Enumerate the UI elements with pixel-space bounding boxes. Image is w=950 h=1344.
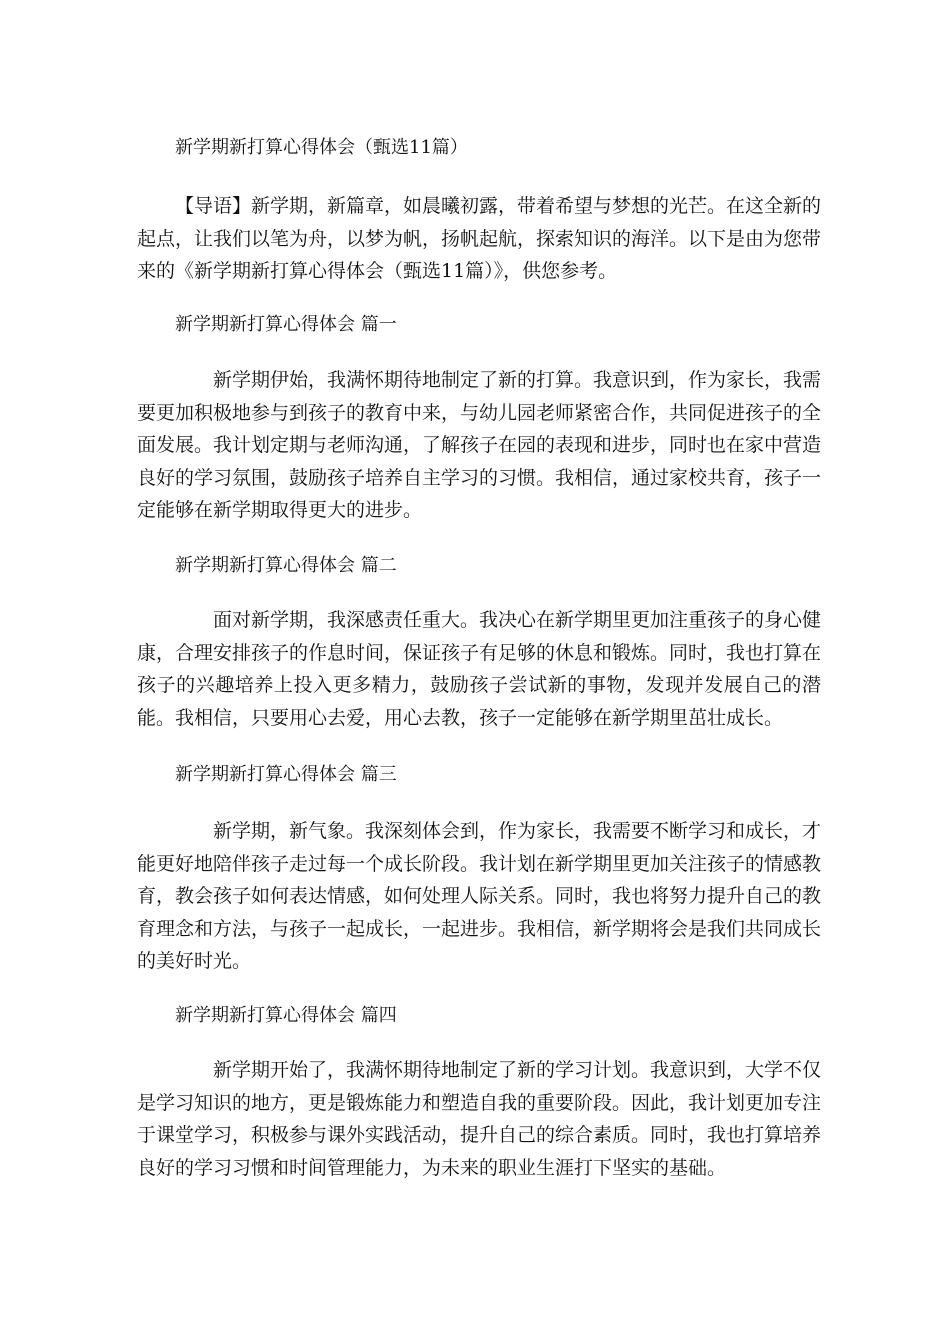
section-body-1: 新学期伊始，我满怀期待地制定了新的打算。我意识到，作为家长，我需要更加积极地参与到孩子的教育中来，与幼儿园老师紧密合作，共同促进孩子的全面发展。我计划定期与老师沟通，了解孩子在园的表现和进步，同时也在家中营造良好的学习氛围，鼓励孩子培养自主学习的习惯。我相信，通过家校共育，孩子一定能够在新学期取得更大的进步。 <box>137 369 822 521</box>
section-heading-4: 新学期新打算心得体会 篇四 <box>175 1005 397 1026</box>
section-body-4: 新学期开始了，我满怀期待地制定了新的学习计划。我意识到，大学不仅是学习知识的地方，更是锻炼能力和塑造自我的重要阶段。因此，我计划更加专注于课堂学习，积极参与课外实践活动，提升自己的综合素质。同时，我也打算培养良好的学习习惯和时间管理能力，为未来的职业生涯打下坚实的基础。 <box>137 1059 822 1179</box>
intro-paragraph: 【导语】新学期，新篇章，如晨曦初露，带着希望与梦想的光芒。在这全新的起点，让我们以笔为舟，以梦为帆，扬帆起航，探索知识的海洋。以下是由为您带来的《新学期新打算心得体会（甄选11篇）》，供您参考。 <box>137 195 822 282</box>
section-heading-2: 新学期新打算心得体会 篇二 <box>175 555 397 576</box>
section-heading-3: 新学期新打算心得体会 篇三 <box>175 764 397 785</box>
section-body-3: 新学期，新气象。我深刻体会到，作为家长，我需要不断学习和成长，才能更好地陪伴孩子走过每一个成长阶段。我计划在新学期里更加关注孩子的情感教育，教会孩子如何表达情感，如何处理人际关系。同时，我也将努力提升自己的教育理念和方法，与孩子一起成长，一起进步。我相信，新学期将会是我们共同成长的美好时光。 <box>137 820 822 972</box>
section-heading-1: 新学期新打算心得体会 篇一 <box>175 314 397 335</box>
section-body-2: 面对新学期，我深感责任重大。我决心在新学期里更加注重孩子的身心健康，合理安排孩子的作息时间，保证孩子有足够的休息和锻炼。同时，我也打算在孩子的兴趣培养上投入更多精力，鼓励孩子尝试新的事物，发现并发展自己的潜能。我相信，只要用心去爱，用心去教，孩子一定能够在新学期里茁壮成长。 <box>137 609 822 729</box>
document-title: 新学期新打算心得体会（甄选11篇） <box>175 137 468 158</box>
